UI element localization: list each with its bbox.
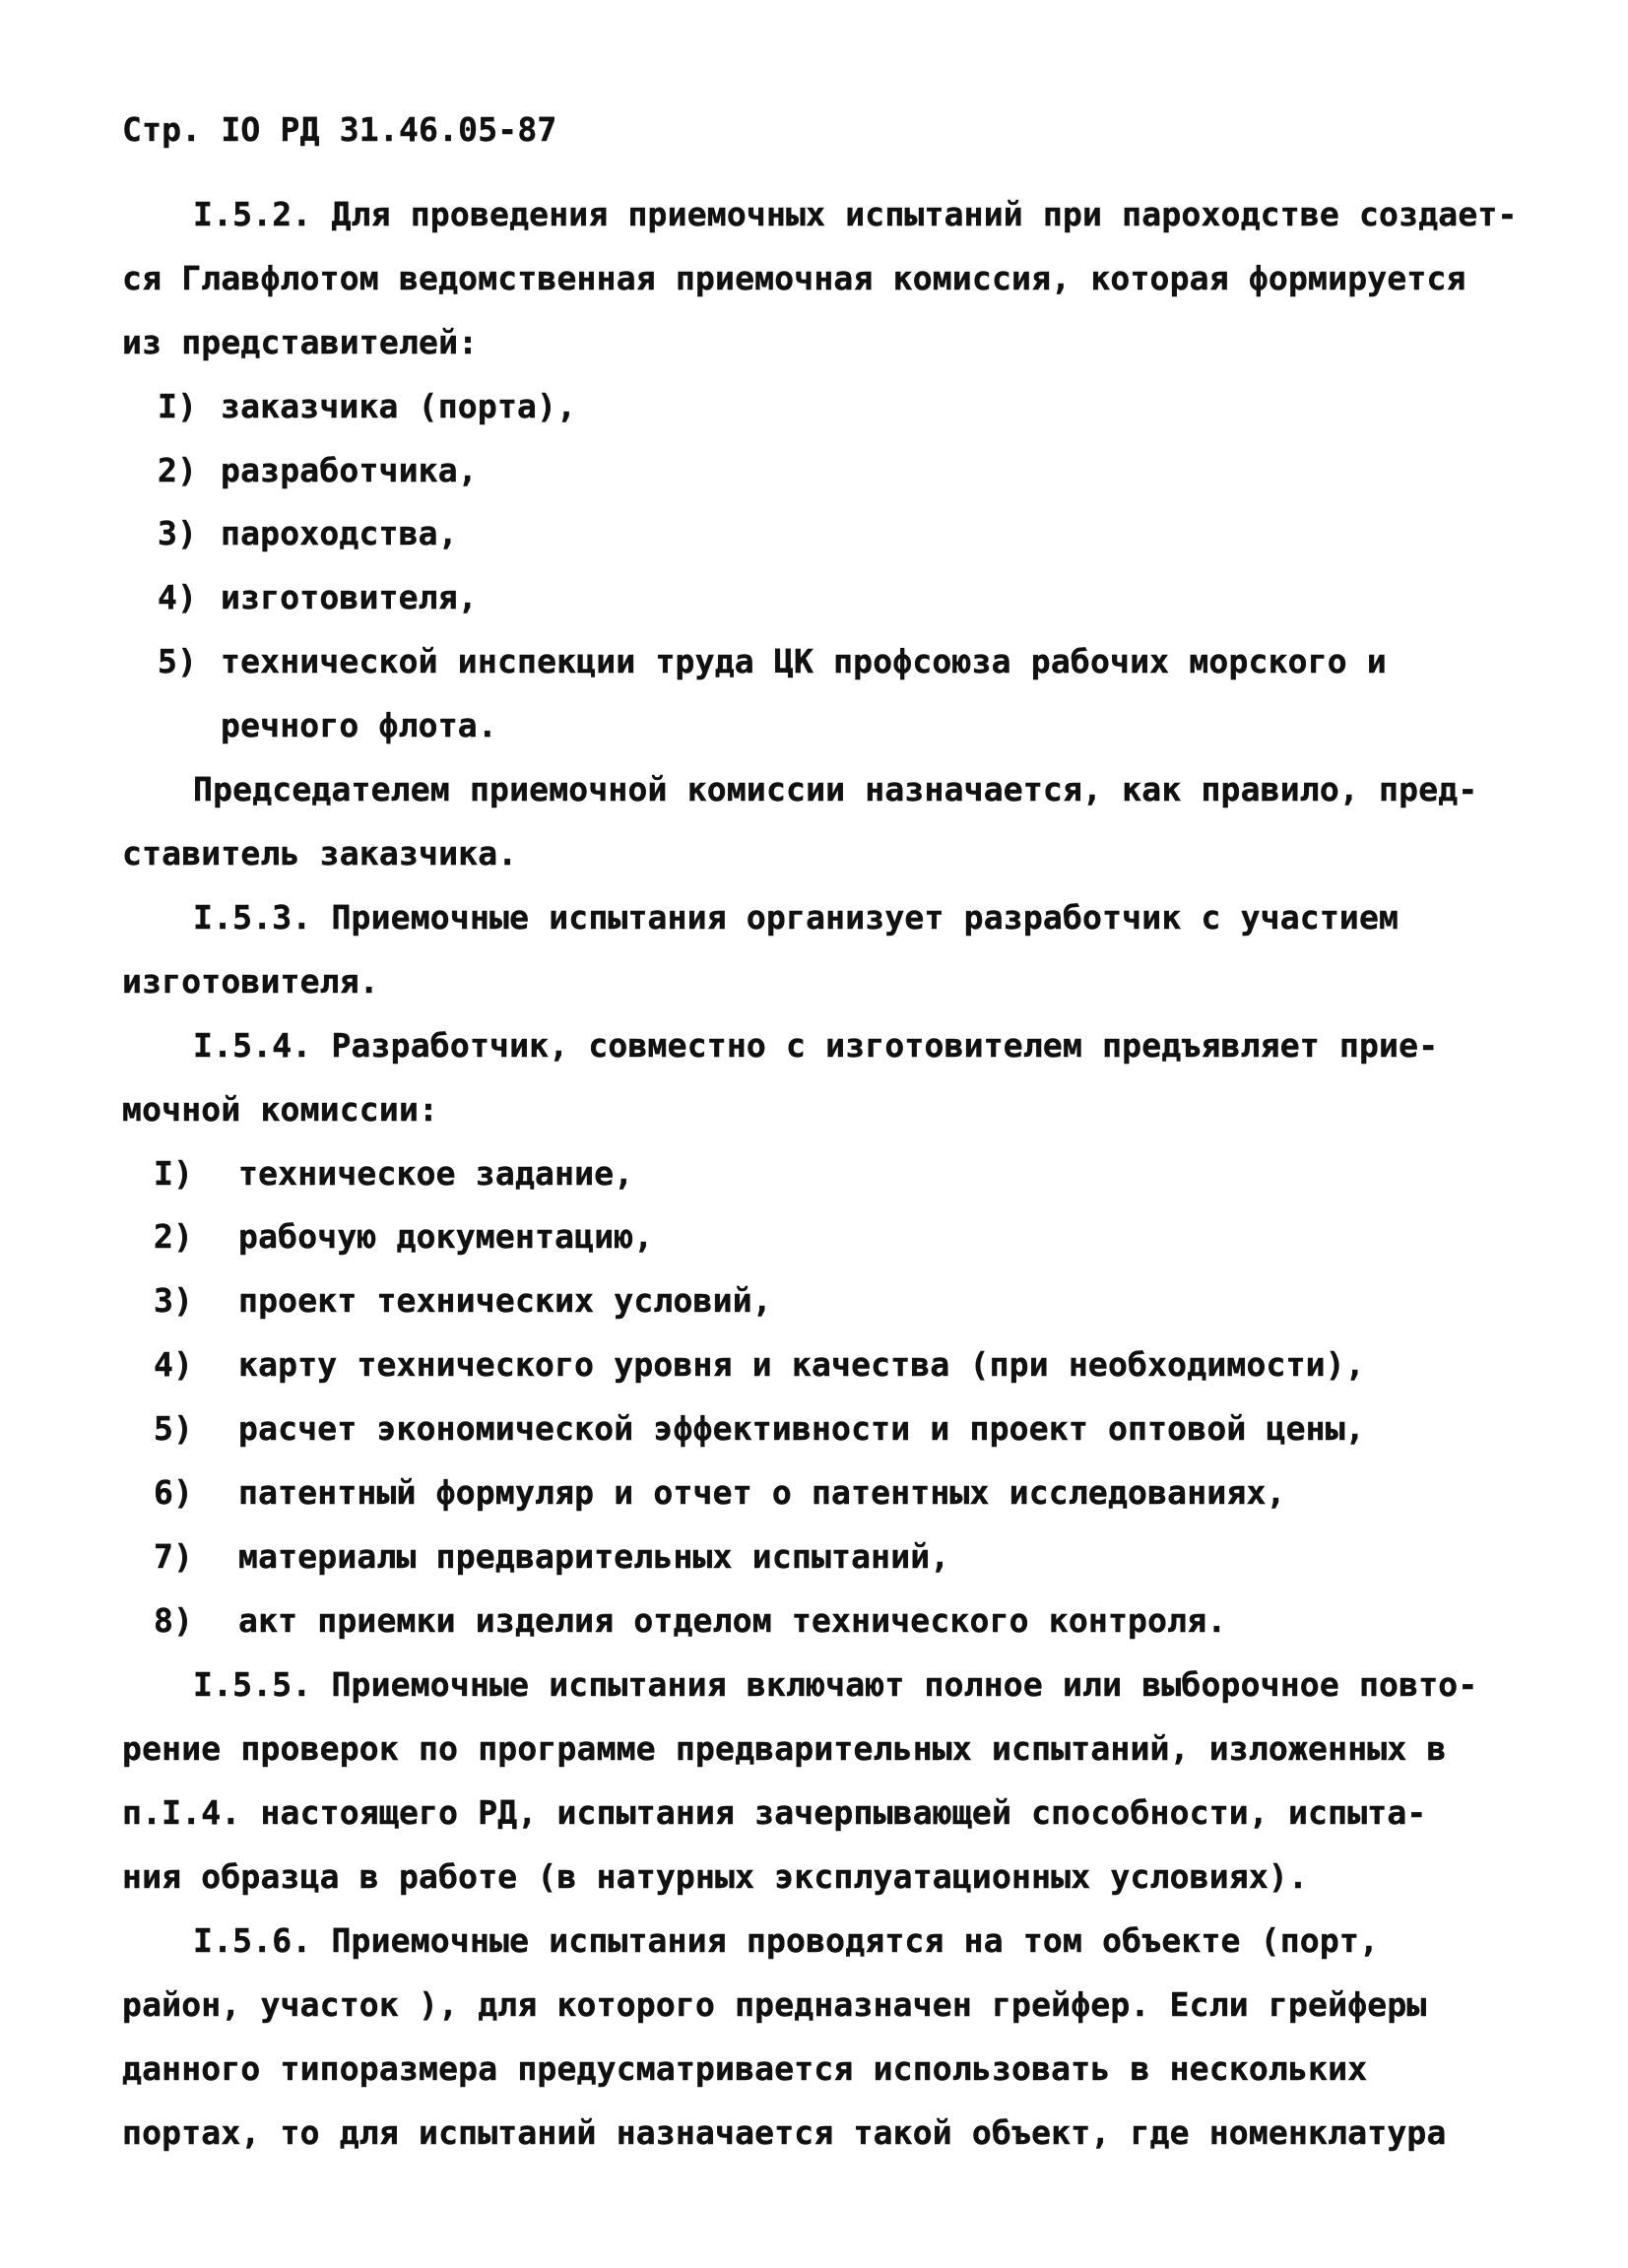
list-text: расчет экономической эффективности и проект оптовой цены,: [238, 1409, 1365, 1448]
list-text: проект технических условий,: [238, 1281, 772, 1320]
chairman-paragraph-line-2: ставитель заказчика.: [122, 834, 518, 873]
paragraph-1-5-6-line-1: I.5.6. Приемочные испытания проводятся на том объекте (порт,: [193, 1921, 1380, 1960]
list-text: материалы предварительных испытаний,: [238, 1537, 950, 1576]
paragraph-1-5-5-line-2: рение проверок по программе предварительных испытаний, изложенных в: [122, 1729, 1447, 1768]
paragraph-1-5-6-line-3: данного типоразмера предусматривается использовать в нескольких: [122, 2049, 1368, 2088]
list-number: 8): [154, 1601, 194, 1640]
list-text: технической инспекции труда ЦК профсоюза рабочих морского и: [221, 642, 1387, 680]
paragraph-1-5-2-line-2: ся Главфлотом ведомственная приемочная комиссия, которая формируется: [122, 259, 1466, 297]
paragraph-1-5-2-line-1: I.5.2. Для проведения приемочных испытаний при пароходстве создает-: [193, 195, 1518, 233]
list-number: 4): [154, 1345, 194, 1384]
list-text: разработчика,: [221, 451, 478, 489]
list-number: 7): [154, 1537, 194, 1576]
paragraph-1-5-3-line-1: I.5.3. Приемочные испытания организует разработчик с участием: [193, 898, 1400, 937]
paragraph-1-5-2-line-3: из представителей:: [122, 323, 479, 361]
list-number: 6): [154, 1473, 194, 1512]
list-text: изготовителя,: [221, 578, 478, 616]
paragraph-1-5-3-line-2: изготовителя.: [122, 962, 379, 1001]
paragraph-1-5-6-line-2: район, участок ), для которого предназначен грейфер. Если грейферы: [122, 1985, 1427, 2024]
chairman-paragraph-line-1: Председателем приемочной комиссии назначается, как правило, пред-: [193, 770, 1478, 809]
list-number: 2): [158, 451, 198, 489]
list-number: 5): [158, 642, 198, 680]
list-number: 3): [158, 514, 198, 552]
page-header: Стр. IO РД 31.46.05-87: [122, 110, 557, 149]
paragraph-1-5-4-line-2: мочной комиссии:: [122, 1090, 439, 1129]
list-number: I): [154, 1154, 194, 1193]
paragraph-1-5-5-line-4: ния образца в работе (в натурных эксплуатационных условиях).: [122, 1857, 1309, 1896]
list-text: акт приемки изделия отделом технического контроля.: [238, 1601, 1227, 1640]
list-number: I): [158, 387, 198, 425]
paragraph-1-5-5-line-3: п.I.4. настоящего РД, испытания зачерпывающей способности, испыта-: [122, 1793, 1427, 1832]
paragraph-1-5-4-line-1: I.5.4. Разработчик, совместно с изготовителем предъявляет прие-: [193, 1026, 1439, 1065]
list-number: 5): [154, 1409, 194, 1448]
list-text: карту технического уровня и качества (при необходимости),: [238, 1345, 1365, 1384]
list-number: 2): [154, 1217, 194, 1256]
paragraph-1-5-5-line-1: I.5.5. Приемочные испытания включают полное или выборочное повто-: [193, 1665, 1478, 1704]
list-text: рабочую документацию,: [238, 1217, 654, 1256]
list-number: 4): [158, 578, 198, 616]
paragraph-1-5-6-line-4: портах, то для испытаний назначается такой объект, где номенклатура: [122, 2113, 1447, 2152]
commission-list-item-5-continuation: речного флота.: [221, 706, 497, 745]
list-text: заказчика (порта),: [221, 387, 577, 425]
list-number: 3): [154, 1281, 194, 1320]
list-text: техническое задание,: [238, 1154, 634, 1193]
list-text: патентный формуляр и отчет о патентных исследованиях,: [238, 1473, 1286, 1512]
list-text: пароходства,: [221, 514, 458, 552]
